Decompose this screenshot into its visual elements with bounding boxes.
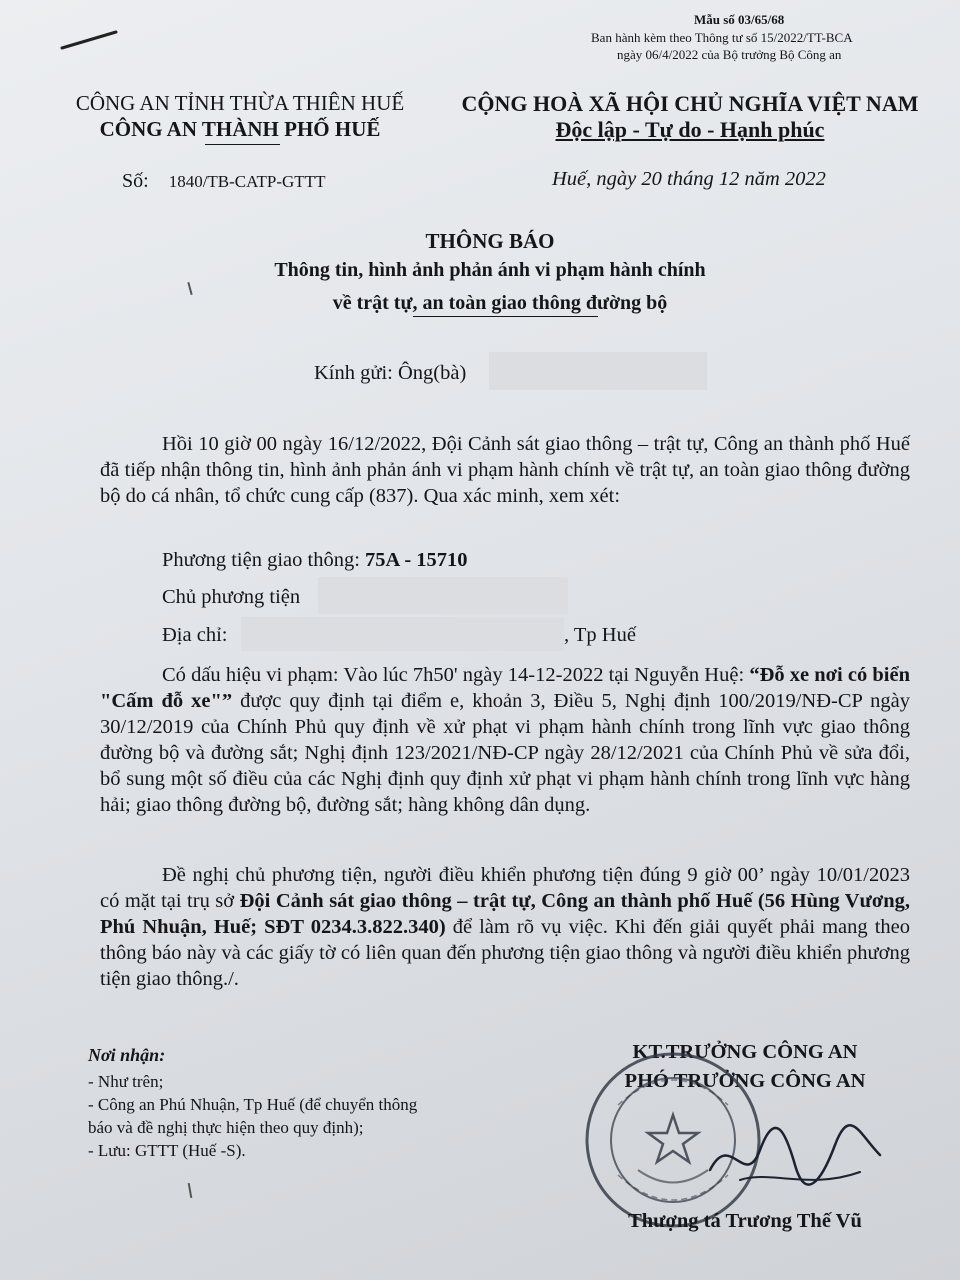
agency-underline	[205, 144, 280, 145]
recipients-item-2b: báo và đề nghị thực hiện theo quy định);	[88, 1118, 364, 1137]
recipients-item-2a: - Công an Phú Nhuận, Tp Huế (để chuyển thông	[88, 1095, 418, 1114]
form-reference-line2: ngày 06/4/2022 của Bộ trưởng Bộ Công an	[617, 47, 842, 62]
signer-name: Thượng tá Trương Thế Vũ	[628, 1210, 862, 1232]
document-number	[122, 170, 325, 193]
notice-subtitle-2: về trật tự, an toàn giao thông đường bộ	[332, 292, 668, 314]
request-paragraph: Đề nghị chủ phương tiện, người điều khiển phương tiện đúng 9 giờ 00’ ngày 10/01/2023 có mặt tại trụ sở Đội Cảnh sát giao thông – trật tự, Công an thành phố Huế (56 Hùng Vương, Phú Nhuận, Huế; SĐT 0234.3.822.340) để làm rõ vụ việc. Khi đến giải quyết phải mang theo thông báo này và các giấy tờ có liên quan đến phương tiện giao thông và người điều khiển phương tiện giao thông./.	[100, 864, 910, 990]
form-reference-line1: Ban hành kèm theo Thông tư số 15/2022/TT-BCA	[591, 30, 853, 45]
vehicle-plate: 75A - 15710	[365, 549, 468, 571]
agency-parent: CÔNG AN TỈNH THỪA THIÊN HUẾ	[75, 91, 405, 115]
signature-title-1: KT.TRƯỞNG CÔNG AN	[632, 1041, 858, 1063]
owner-name-redaction	[318, 577, 568, 614]
violation-paragraph: Có dấu hiệu vi phạm: Vào lúc 7h50' ngày 14-12-2022 tại Nguyễn Huệ: “Đỗ xe nơi có biển "Cấm đỗ xe"” được quy định tại điểm e, khoản 3, Điều 5, Nghị định 100/2019/NĐ-CP ngày 30/12/2019 của Chính Phủ quy định về xử phạt vi phạm hành chính trong lĩnh vực giao thông đường bộ và đường sắt; Nghị định 123/2021/NĐ-CP ngày 28/12/2021 của Chính Phủ về sửa đổi, bổ sung một số điều của các Nghị định quy định xử phạt vi phạm hành chính trong lĩnh vực hàng hải; giao thông đường bộ, đường sắt; hàng không dân dụng.	[100, 664, 910, 816]
address-tail: , Tp Huế	[564, 624, 636, 646]
notice-subtitle-1: Thông tin, hình ảnh phản ánh vi phạm hành chính	[274, 259, 706, 281]
recipient-label: Kính gửi: Ông(bà)	[314, 362, 467, 384]
notice-title: THÔNG BÁO	[425, 229, 555, 253]
owner-label: Chủ phương tiện	[162, 586, 301, 608]
nation-motto: Độc lập - Tự do - Hạnh phúc	[555, 117, 825, 142]
document-date: Huế, ngày 20 tháng 12 năm 2022	[552, 168, 826, 190]
document-number-label: Số:	[122, 170, 149, 192]
pen-mark	[60, 28, 120, 52]
intro-paragraph: Hồi 10 giờ 00 ngày 16/12/2022, Đội Cảnh sát giao thông – trật tự, Công an thành phố Huế đã tiếp nhận thông tin, hình ảnh phản ánh vi phạm hành chính về trật tự, an toàn giao thông đường bộ do cá nhân, tổ chức cung cấp (837). Qua xác minh, xem xét:	[100, 433, 910, 507]
vehicle-line	[162, 549, 468, 572]
office-address: Đội Cảnh sát giao thông – trật tự, Công an thành phố Huế (56 Hùng Vương, Phú Nhuận, Huế; SĐT 0234.3.822.340)	[100, 890, 910, 938]
violation-description: “Đỗ xe nơi có biển "Cấm đỗ xe"”	[100, 664, 910, 712]
recipient-name-redaction	[489, 352, 707, 390]
signature-title-2: PHÓ TRƯỞNG CÔNG AN	[624, 1070, 866, 1092]
vehicle-label: Phương tiện giao thông:	[162, 549, 360, 571]
recipients-item-3: - Lưu: GTTT (Huế -S).	[88, 1141, 246, 1160]
address-redaction	[241, 617, 564, 651]
nation-name: CỘNG HOÀ XÃ HỘI CHỦ NGHĨA VIỆT NAM	[461, 91, 919, 116]
document-number-value: 1840/TB-CATP-GTTT	[168, 172, 326, 191]
address-label: Địa chỉ:	[162, 624, 228, 646]
recipients-title: Nơi nhận:	[88, 1045, 166, 1065]
recipients-item-1: - Như trên;	[88, 1072, 164, 1091]
form-number: Mẫu số 03/65/68	[694, 12, 785, 27]
notice-subtitle-underline	[413, 316, 598, 317]
handwritten-signature	[700, 1110, 890, 1200]
pencil-tick-lower	[188, 1183, 193, 1198]
pencil-tick	[187, 282, 192, 295]
agency-name: CÔNG AN THÀNH PHỐ HUẾ	[99, 117, 381, 141]
